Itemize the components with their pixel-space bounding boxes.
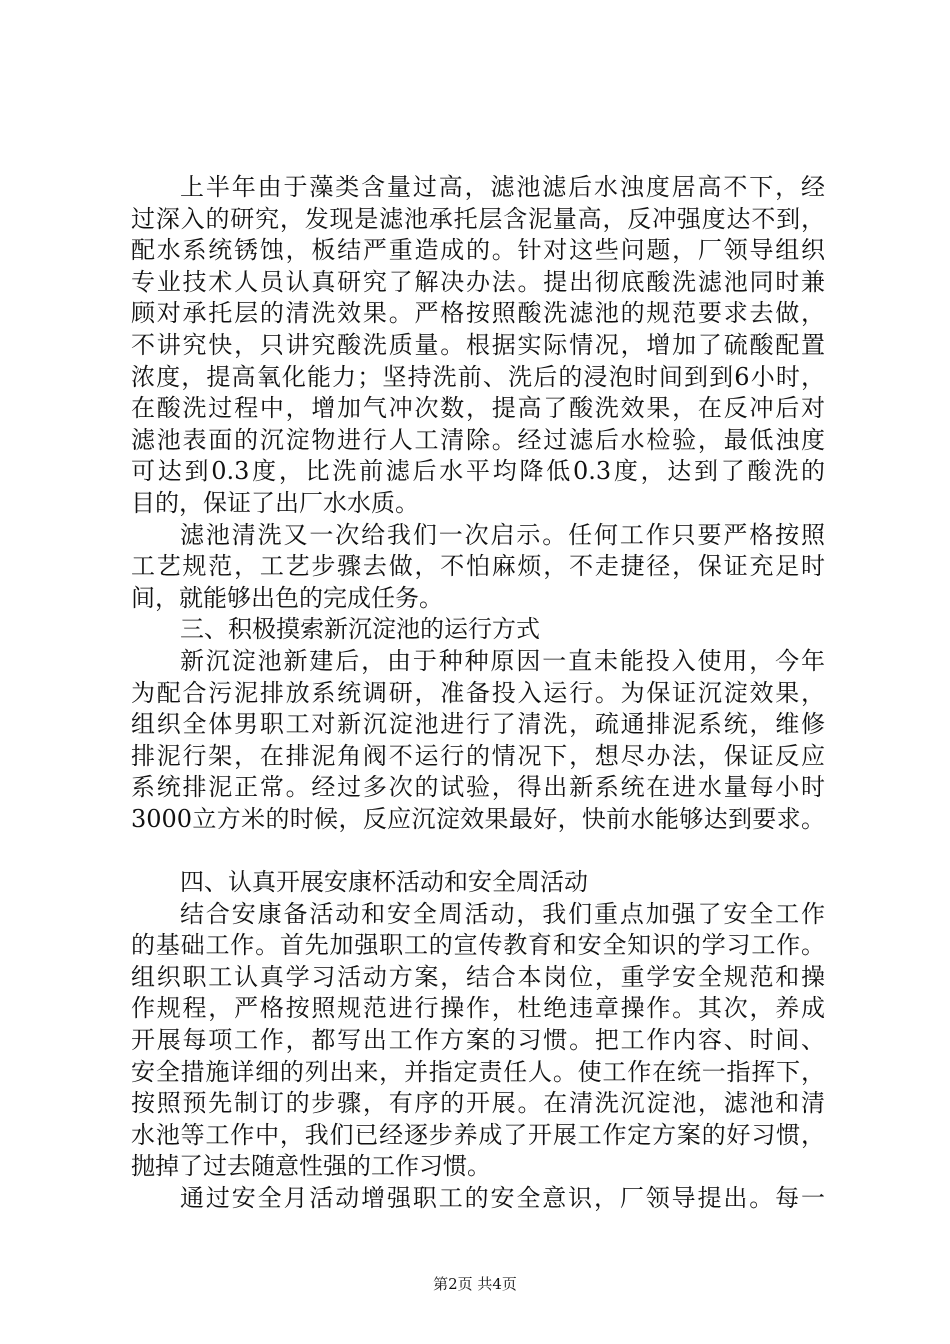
text-line: 配水系统锈蚀，板结严重造成的。针对这些问题，厂领导组织 bbox=[131, 236, 825, 265]
text-line: 可达到0.3度，比洗前滤后水平均降低0.3度，达到了酸洗的 bbox=[131, 457, 825, 486]
text-line: 开展每项工作，都写出工作方案的习惯。把工作内容、时间、 bbox=[131, 1026, 825, 1055]
section-heading: 四、认真开展安康杯活动和安全周活动 bbox=[180, 868, 588, 897]
text-line: 在酸洗过程中，增加气冲次数，提高了酸洗效果，在反冲后对 bbox=[131, 394, 825, 423]
text-line: 的基础工作。首先加强职工的宣传教育和安全知识的学习工作。 bbox=[131, 931, 825, 960]
text-line: 安全措施详细的列出来，并指定责任人。使工作在统一指挥下， bbox=[131, 1057, 825, 1086]
text-line: 排泥行架，在排泥角阀不运行的情况下，想尽办法，保证反应 bbox=[131, 741, 825, 770]
text-line: 新沉淀池新建后，由于种种原因一直未能投入使用，今年 bbox=[180, 646, 825, 675]
text-line: 为配合污泥排放系统调研，准备投入运行。为保证沉淀效果， bbox=[131, 678, 825, 707]
text-line: 组织全体男职工对新沉淀池进行了清洗，疏通排泥系统，维修 bbox=[131, 710, 825, 739]
text-line: 通过安全月活动增强职工的安全意识，厂领导提出。每一 bbox=[180, 1184, 825, 1212]
text-line: 上半年由于藻类含量过高，滤池滤后水浊度居高不下，经 bbox=[180, 173, 825, 201]
text-line: 间，就能够出色的完成任务。 bbox=[131, 583, 443, 612]
blank-line bbox=[131, 835, 825, 867]
text-line: 不讲究快，只讲究酸洗质量。根据实际情况，增加了硫酸配置 bbox=[131, 330, 825, 359]
text-line: 3000立方米的时候，反应沉淀效果最好，快前水能够达到要求。 bbox=[131, 804, 825, 833]
text-line: 按照预先制订的步骤，有序的开展。在清洗沉淀池，滤池和清 bbox=[131, 1089, 825, 1118]
text-line: 工艺规范，工艺步骤去做，不怕麻烦，不走捷径，保证充足时 bbox=[131, 552, 825, 581]
section-heading: 三、积极摸索新沉淀池的运行方式 bbox=[180, 615, 540, 644]
text-line: 过深入的研究，发现是滤池承托层含泥量高，反冲强度达不到， bbox=[131, 204, 825, 233]
text-line: 组织职工认真学习活动方案，结合本岗位，重学安全规范和操 bbox=[131, 962, 825, 991]
text-line: 系统排泥正常。经过多次的试验，得出新系统在进水量每小时 bbox=[131, 773, 825, 802]
text-line: 水池等工作中，我们已经逐步养成了开展工作定方案的好习惯， bbox=[131, 1120, 825, 1149]
text-line: 滤池清洗又一次给我们一次启示。任何工作只要严格按照 bbox=[180, 520, 825, 549]
document-body bbox=[131, 172, 825, 1215]
text-line: 目的，保证了出厂水水质。 bbox=[131, 488, 419, 517]
text-line: 滤池表面的沉淀物进行人工清除。经过滤后水检验，最低浊度 bbox=[131, 425, 825, 454]
text-line: 结合安康备活动和安全周活动，我们重点加强了安全工作 bbox=[180, 899, 825, 928]
text-line: 顾对承托层的清洗效果。严格按照酸洗滤池的规范要求去做， bbox=[131, 299, 825, 328]
text-line: 专业技术人员认真研究了解决办法。提出彻底酸洗滤池同时兼 bbox=[131, 267, 825, 296]
text-line: 浓度，提高氧化能力；坚持洗前、洗后的浸泡时间到到6小时， bbox=[131, 362, 825, 391]
page-footer: 第2页 共4页 bbox=[433, 1275, 517, 1293]
text-line: 作规程，严格按照规范进行操作，杜绝违章操作。其次，养成 bbox=[131, 994, 825, 1023]
text-line: 抛掉了过去随意性强的工作习惯。 bbox=[131, 1152, 491, 1181]
